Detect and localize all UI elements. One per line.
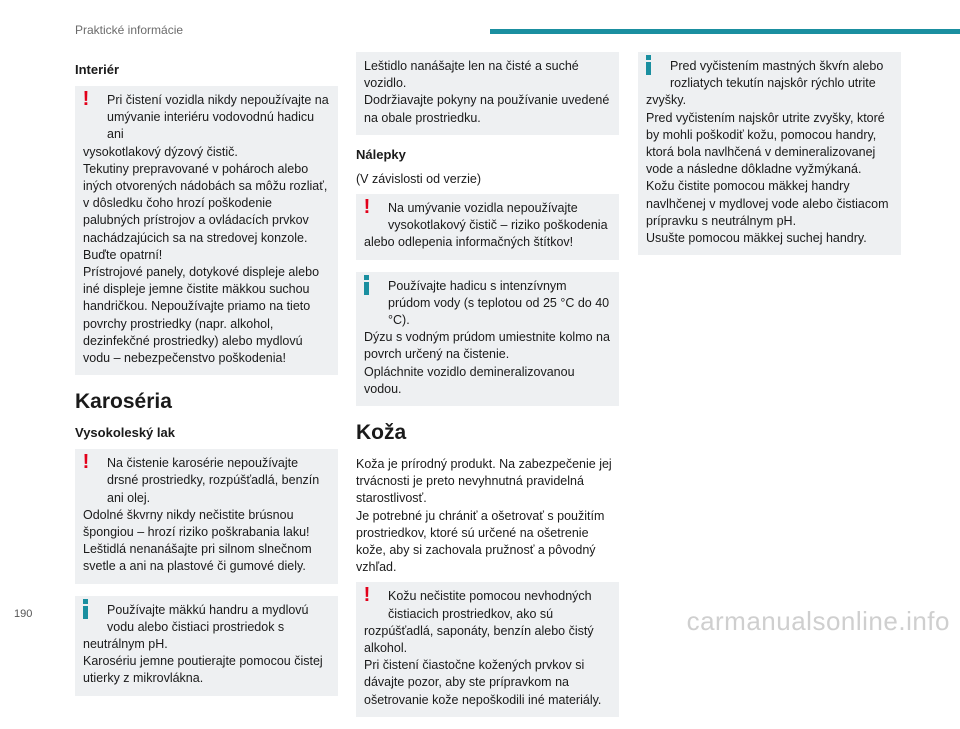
heading-stickers: Nálepky	[356, 146, 406, 162]
warning-exclamation-icon: !	[82, 451, 90, 474]
running-header: Praktické informácie	[75, 23, 184, 37]
column-1	[75, 52, 338, 708]
info-text-rest: zvyšky. Pred vyčistením najskôr utrite zvyšky, ktoré by mohli poškodiť kožu, pomocou handry, ktorá bola navlhčená v demineralizovanej vode a následne dôkladne vyžmýkaná. Kožu čistite pomocou mäkkej handry navlhčenej v mydlovej vode alebo čistiacom prípravku s neutrálnym pH. Usušte pomocou mäkkej suchej handry.	[646, 93, 889, 246]
info-text-first: Pred vyčistením mastných škvŕn alebo rozliatych tekutín najskôr rýchlo utrite	[670, 59, 884, 91]
warning-text-rest: Odolné škvrny nikdy nečistite brúsnou špongiou – hrozí riziko poškrabania laku! Leštidlá nenanášajte pri silnom slnečnom svetle a ani na plastové či gumové diely.	[83, 507, 312, 574]
warning-text-rest: rozpúšťadlá, saponáty, benzín alebo čistý alkohol. Pri čistení čiastočne kožených prvkov si dávajte pozor, aby ste prípravkom na ošetrovanie kože nepoškodili iné materiály.	[364, 623, 602, 707]
warning-text-rest: alebo odlepenia informačných štítkov!	[364, 235, 574, 250]
info-text-rest: Dýzu s vodným prúdom umiestnite kolmo na povrch určený na čistenie. Opláchnite vozidlo demineralizovanou vodou.	[364, 330, 610, 396]
warning-text-first: Pri čistení vozidla nikdy nepoužívajte na umývanie interiéru vodovodnú hadicu ani	[107, 93, 329, 142]
leather-paragraph: Koža je prírodný produkt. Na zabezpečenie jej trvácnosti je preto nevyhnutná pravidelná starostlivosť. Je potrebné ju chrániť a ošetrovať s použitím prostriedkov, ktoré sú určené na ošetrenie kože, aby si zachovala pružnosť a pôvodný vzhľad.	[356, 457, 612, 575]
note-box-polish	[356, 52, 619, 135]
column-3	[638, 52, 901, 267]
info-box-paint	[75, 596, 338, 696]
heading-interior: Interiér	[75, 62, 120, 77]
warning-exclamation-icon: !	[82, 88, 90, 110]
warning-exclamation-icon: !	[363, 196, 371, 219]
note-text: Leštidlo nanášajte len na čisté a suché vozidlo. Dodržiavajte pokyny na používanie uvedené na obale prostriedku.	[364, 59, 610, 125]
warning-text-first: Na umývanie vozidla nepoužívajte vysokotlakový čistič – riziko poškodenia	[388, 201, 608, 233]
warning-box-leather	[356, 582, 619, 716]
info-box-leather	[638, 52, 901, 255]
info-text-rest: neutrálnym pH. Karosériu jemne poutierajte pomocou čistej utierky z mikrovlákna.	[83, 637, 323, 686]
warning-text-rest: vysokotlakový dýzový čistič. Tekutiny prepravované v pohároch alebo iných otvorených nádobách sa môžu rozliať, v dôsledku čoho hrozí poškodenie palubných prístrojov a ovládacích prvkov nachádzajúcich sa na stredovej konzole. Buďte opatrní! Prístrojové panely, dotykové displeje alebo iné displeje jemne čistite mäkkou suchou handričkou. Nepoužívajte priamo na tieto povrchy prostriedky (napr. alkohol, dezinfekčné prostriedky) alebo mydlovú vodu – nebezpečenstvo poškodenia!	[83, 144, 328, 366]
info-box-stickers	[356, 272, 619, 406]
stickers-version-note: (V závislosti od verzie)	[356, 171, 482, 186]
heading-leather: Koža	[356, 421, 407, 445]
warning-text-first: Kožu nečistite pomocou nevhodných čistiacich prostriedkov, ako sú	[388, 589, 592, 621]
watermark-text: carmanualsonline.info	[686, 606, 950, 636]
heading-gloss-paint: Vysokoleský lak	[75, 425, 175, 441]
heading-body: Karoséria	[75, 390, 172, 414]
warning-box-stickers	[356, 194, 619, 260]
info-text-first: Používajte mäkkú handru a mydlovú vodu alebo čistiaci prostriedok s	[107, 602, 309, 634]
warning-exclamation-icon: !	[363, 584, 371, 607]
page-number: 190	[14, 608, 33, 620]
info-text-first: Používajte hadicu s intenzívnym prúdom vody (s teplotou od 25 °C do 40 °C).	[388, 278, 610, 328]
warning-text-first: Na čistenie karosérie nepoužívajte drsné prostriedky, rozpúšťadlá, benzín ani olej.	[107, 456, 320, 505]
column-2	[356, 52, 619, 729]
warning-box-paint	[75, 449, 338, 583]
warning-box-interior	[75, 86, 338, 375]
header-accent-bar	[490, 29, 960, 34]
